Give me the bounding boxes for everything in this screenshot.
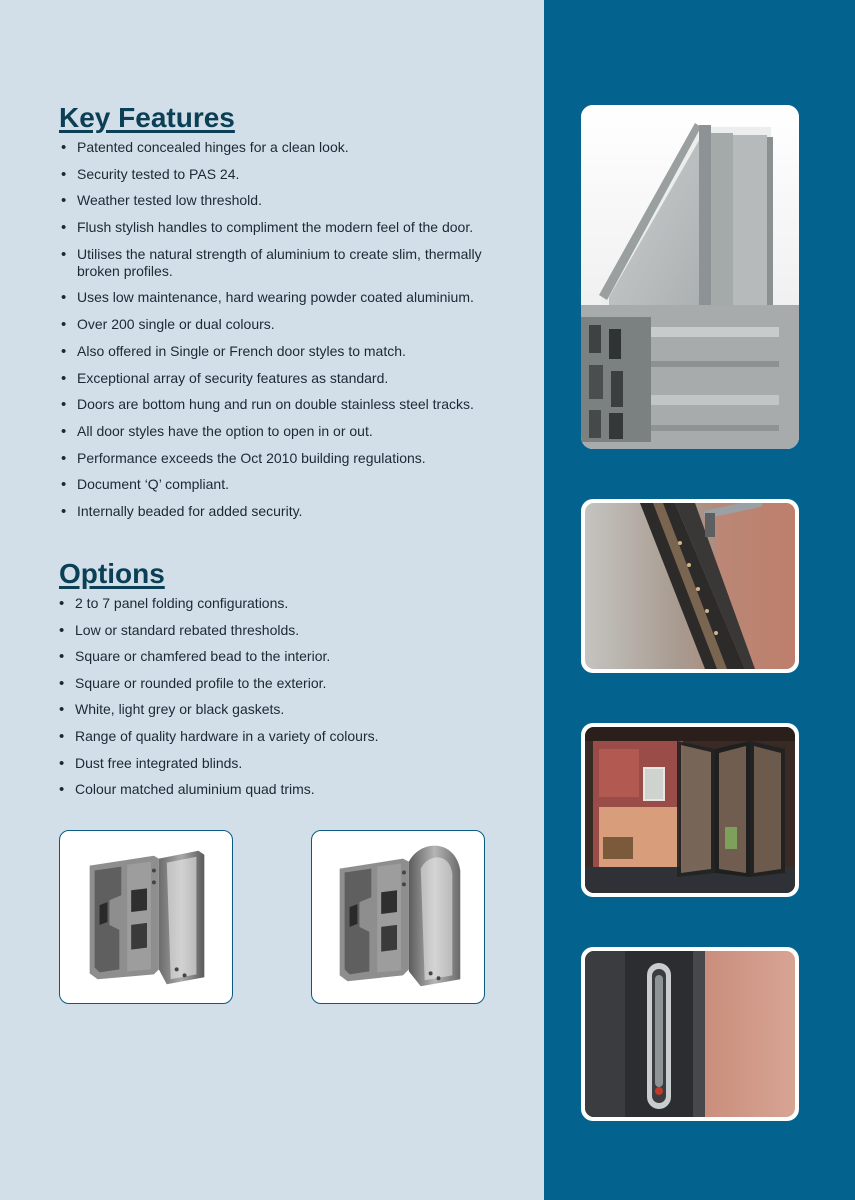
list-item: • Weather tested low threshold. [59,192,499,209]
list-item: • Patented concealed hinges for a clean look. [59,139,499,156]
door-hinge-photo [581,499,799,673]
key-features-list [59,139,499,530]
options-list [57,595,497,808]
list-item: • Exceptional array of security features as standard. [59,370,499,387]
list-item: • Performance exceeds the Oct 2010 building regulations. [59,450,499,467]
hinge-icon [585,503,795,669]
list-item: • Doors are bottom hung and run on double stainless steel tracks. [59,396,499,413]
square-profile-icon [60,831,232,1003]
handle-icon [585,951,795,1117]
options-heading: Options [59,558,165,589]
list-item: • All door styles have the option to open in or out. [59,423,499,440]
list-item: • Range of quality hardware in a variety of colours. [57,728,497,745]
list-item: • Security tested to PAS 24. [59,166,499,183]
flush-handle-photo [581,947,799,1121]
square-profile-drawing [59,830,233,1004]
rounded-profile-icon [312,831,484,1003]
list-item: • 2 to 7 panel folding configurations. [57,595,497,612]
aluminium-frame-corner-photo [581,105,799,449]
folding-doors-photo [581,723,799,897]
list-item: • Colour matched aluminium quad trims. [57,781,497,798]
list-item: • Square or rounded profile to the exterior. [57,675,497,692]
list-item: • Flush stylish handles to compliment the modern feel of the door. [59,219,499,236]
list-item: • Utilises the natural strength of aluminium to create slim, thermally broken profiles. [59,246,499,280]
list-item: • Also offered in Single or French door styles to match. [59,343,499,360]
list-item: • Dust free integrated blinds. [57,755,497,772]
list-item: • Internally beaded for added security. [59,503,499,520]
list-item: • Document ‘Q’ compliant. [59,476,499,493]
list-item: • White, light grey or black gaskets. [57,701,497,718]
window-profile-icon [581,105,799,449]
rounded-profile-drawing [311,830,485,1004]
key-features-heading: Key Features [59,102,235,133]
list-item: • Uses low maintenance, hard wearing powder coated aluminium. [59,289,499,306]
list-item: • Over 200 single or dual colours. [59,316,499,333]
bifold-door-icon [585,727,795,893]
list-item: • Square or chamfered bead to the interior. [57,648,497,665]
list-item: • Low or standard rebated thresholds. [57,622,497,639]
